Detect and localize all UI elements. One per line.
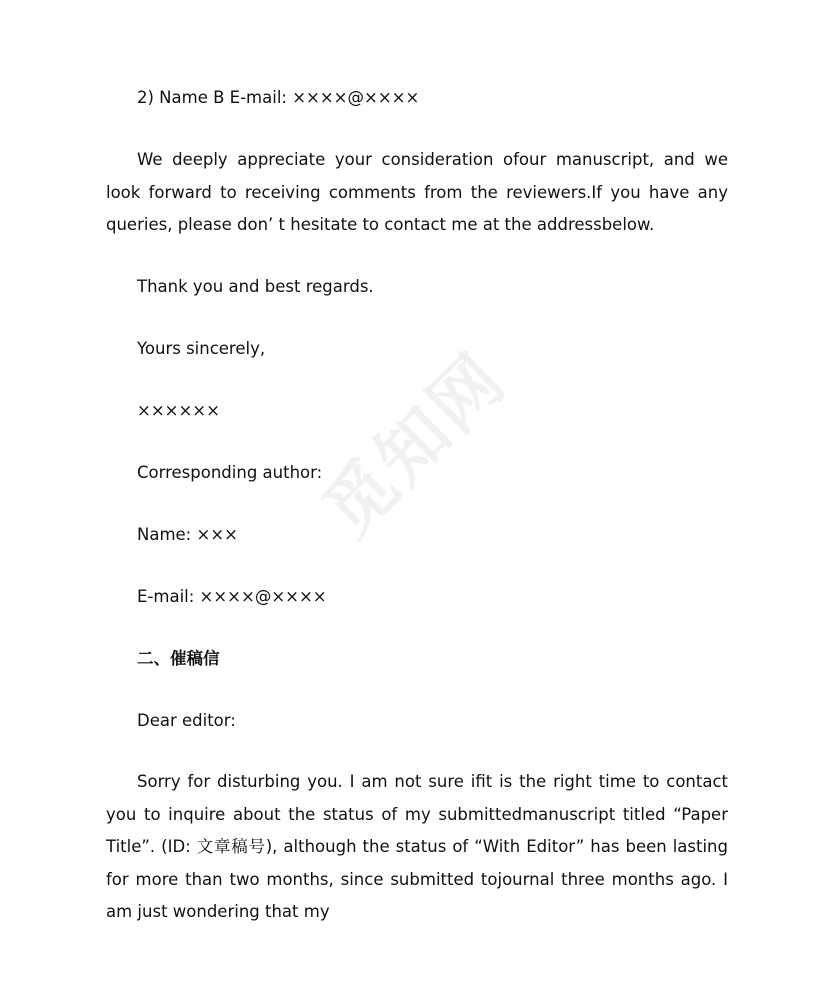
closing-line: Yours sincerely, <box>137 339 266 358</box>
section-heading: 二、催稿信 <box>137 649 220 668</box>
salutation-line: Dear editor: <box>137 711 236 730</box>
signature-placeholder: ×××××× <box>137 401 220 420</box>
corresponding-author-label: Corresponding author: <box>137 463 323 482</box>
author-email-line: E-mail: ××××@×××× <box>137 587 327 606</box>
thanks-line: Thank you and best regards. <box>137 277 374 296</box>
watermark: 觅知网 <box>307 336 523 552</box>
appreciation-paragraph: We deeply appreciate your consideration ofour manuscript, and we look forward to receiving comments from the reviewers.If you have any queries, please don’ t hesitate to contact me at the addressbelow. <box>106 150 728 234</box>
email-line-name-b: 2) Name B E-mail: ××××@×××× <box>137 88 420 107</box>
author-name-line: Name: ××× <box>137 525 238 544</box>
inquiry-paragraph: Sorry for disturbing you. I am not sure ifit is the right time to contact you to inquire about the status of my submittedmanuscript titled “Paper Title”. (ID: 文章稿号), although the status of “With Editor” has been lasting for more than two months, since submitted tojournal three months ago. I am just wondering that my <box>106 772 728 921</box>
